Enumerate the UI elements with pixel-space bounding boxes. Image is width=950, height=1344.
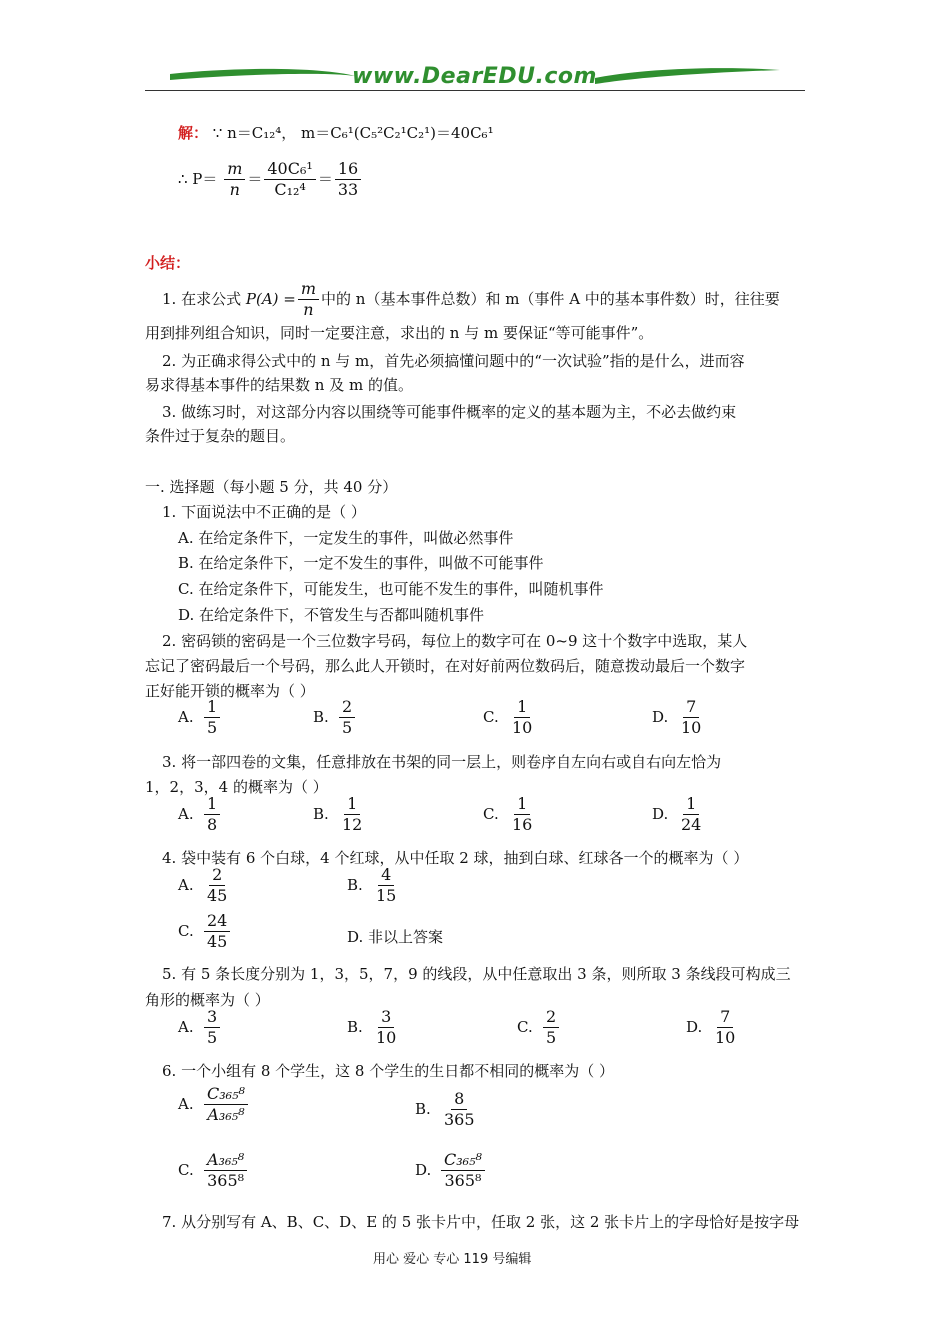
q1-option-b: B. 在给定条件下，一定不发生的事件，叫做不可能事件	[178, 554, 544, 572]
q4-option-c: C. $\frac{24}{45}$	[178, 912, 232, 952]
summary-title: 小结：	[145, 254, 191, 272]
q5-option-b: B. $\frac{3}{10}$	[347, 1007, 397, 1048]
probability-prefix: ∴ P＝	[178, 169, 218, 188]
q1-option-d: D. 在给定条件下，不管发生与否都叫随机事件	[178, 606, 485, 624]
summary-item-2-line-2: 易求得基本事件的结果数 n 及 m 的值。	[145, 376, 413, 394]
q5-stem-line-2: 角形的概率为（ ）	[145, 991, 270, 1009]
q3-option-b: B. $\frac{1}{12}$	[313, 794, 363, 835]
header-divider	[145, 90, 805, 91]
section-title: 一. 选择题（每小题 5 分，共 40 分）	[145, 478, 398, 496]
q2-option-b: B. $\frac{2}{5}$	[313, 698, 357, 738]
q4-option-d: D. 非以上答案	[347, 928, 444, 946]
q4-stem: 4. 袋中装有 6 个白球，4 个红球，从中任取 2 球，抽到白球、红球各一个的概率为（ ）	[162, 849, 749, 867]
solution-label: 解：	[178, 124, 209, 142]
q6-option-b: B. $\frac{8}{365}$	[415, 1089, 475, 1130]
solution-line-1-text: ∵ n＝C₁₂⁴， m＝C₆¹(C₅²C₂¹C₂¹)＝40C₆¹	[212, 124, 494, 142]
q5-option-a: A. $\frac{3}{5}$	[178, 1008, 222, 1048]
fraction-16-over-33: $\frac{16}{33}$	[335, 160, 361, 200]
summary-item-1-line-2: 用到排列组合知识，同时一定要注意，求出的 n 与 m 要保证“等可能事件”。	[145, 324, 654, 342]
q1-stem: 1. 下面说法中不正确的是（ ）	[162, 503, 366, 521]
q6-stem: 6. 一个小组有 8 个学生，这 8 个学生的生日都不相同的概率为（ ）	[162, 1062, 615, 1080]
q4-option-b: B. $\frac{4}{15}$	[347, 865, 397, 906]
q4-option-a: A. $\frac{2}{45}$	[178, 865, 228, 906]
q1-option-c: C. 在给定条件下，可能发生，也可能不发生的事件，叫随机事件	[178, 580, 604, 598]
q5-stem-line-1: 5. 有 5 条长度分别为 1，3，5，7，9 的线段，从中任意取出 3 条，则所取 3 条线段可构成三	[162, 965, 791, 983]
summary-item-3-line-1: 3. 做练习时，对这部分内容以围绕等可能事件概率的定义的基本题为主，不必去做约束	[162, 403, 737, 421]
q3-stem-line-2: 1，2，3，4 的概率为（ ）	[145, 778, 328, 796]
formula-fraction: $\frac{m}{n}$	[298, 280, 319, 320]
q3-option-d: D. $\frac{1}{24}$	[652, 794, 702, 835]
q6-option-d: D. $\frac{\text{C₃₆₅⁸}}{\text{365⁸}}$	[415, 1151, 487, 1191]
q1-option-a: A. 在给定条件下，一定发生的事件，叫做必然事件	[178, 529, 514, 547]
q2-option-c: C. $\frac{1}{10}$	[483, 697, 533, 738]
page-footer: 用心 爱心 专心 119 号编辑	[373, 1252, 532, 1267]
q5-option-c: C. $\frac{2}{5}$	[517, 1008, 561, 1048]
q2-option-d: D. $\frac{7}{10}$	[652, 697, 702, 738]
fraction-40C-over-C: $\frac{\text{40C₆¹}}{\text{C₁₂⁴}}$	[264, 160, 315, 200]
q6-option-a: A. $\frac{\text{C₃₆₅⁸}}{\text{A₃₆₅⁸}}$	[178, 1085, 250, 1125]
q2-stem-line-2: 忘记了密码最后一个号码，那么此人开锁时，在对好前两位数码后，随意拨动最后一个数字	[145, 657, 746, 675]
solution-line-2: ∴ P＝ $\frac{m}{n}$ ＝ $\frac{\text{40C₆¹}}{\text{C₁₂⁴}}$ ＝ $\frac{16}{33}$	[178, 160, 363, 200]
q6-option-c: C. $\frac{\text{A₃₆₅⁸}}{\text{365⁸}}$	[178, 1151, 249, 1191]
summary-item-2-line-1: 2. 为正确求得公式中的 n 与 m，首先必须搞懂问题中的“一次试验”指的是什么，进而容	[162, 352, 745, 370]
fraction-m-over-n: $\frac{m}{n}$	[224, 160, 245, 200]
q7-stem: 7. 从分别写有 A、B、C、D、E 的 5 张卡片中，任取 2 张，这 2 张卡片上的字母恰好是按字母	[162, 1213, 800, 1231]
q2-stem-line-3: 正好能开锁的概率为（ ）	[145, 682, 315, 700]
q2-option-a: A. $\frac{1}{5}$	[178, 698, 222, 738]
q3-option-a: A. $\frac{1}{8}$	[178, 795, 222, 835]
solution-line-1	[178, 122, 494, 143]
q3-option-c: C. $\frac{1}{16}$	[483, 794, 533, 835]
summary-item-1-line-1: 1. 在求公式 P(A) = $\frac{m}{n}$ 中的 n（基本事件总数）和 m（事件 A 中的基本事件数）时，往往要	[162, 279, 780, 320]
q3-stem-line-1: 3. 将一部四卷的文集，任意排放在书架的同一层上，则卷序自左向右或自右向左恰为	[162, 753, 722, 771]
q2-stem-line-1: 2. 密码锁的密码是一个三位数字号码，每位上的数字可在 0~9 这十个数字中选取，某人	[162, 632, 748, 650]
site-logo: www.DearEDU.com	[352, 64, 597, 89]
summary-item-3-line-2: 条件过于复杂的题目。	[145, 427, 296, 445]
q5-option-d: D. $\frac{7}{10}$	[686, 1007, 736, 1048]
